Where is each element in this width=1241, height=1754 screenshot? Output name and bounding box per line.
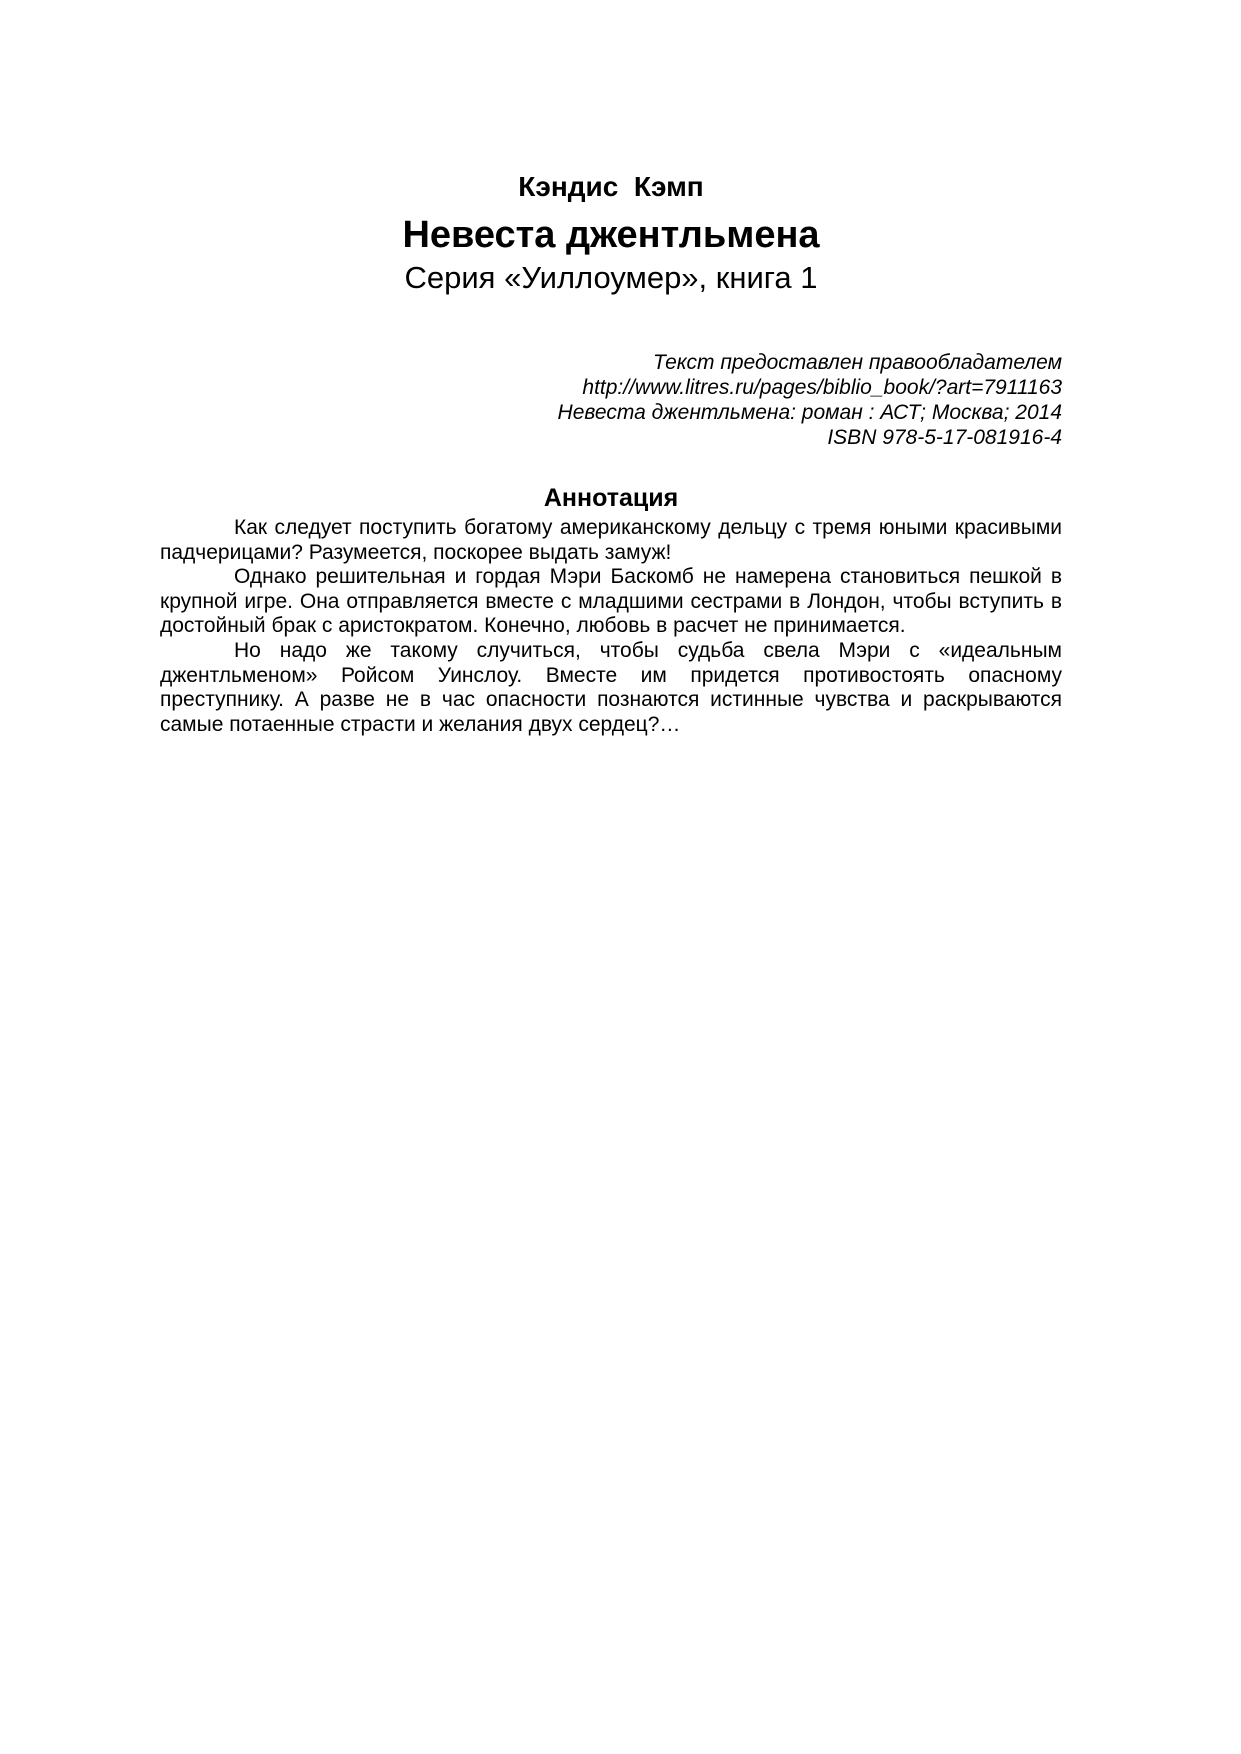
credit-isbn-line: ISBN 978-5-17-081916-4 [827,426,1062,449]
annotation-paragraph: Как следует поступить богатому американскому дельцу с тремя юными красивыми падчерицами? Разумеется, поскорее выдать замуж! [160,516,1062,564]
credit-url-line: http://www.litres.ru/pages/biblio_book/?art=7911163 [582,376,1062,399]
annotation-paragraph: Но надо же такому случиться, чтобы судьба свела Мэри с «идеальным джентльменом» Ройсом Уинслоу. Вместе им придется противостоять опасному преступнику. А разве не в час опасности познаются истинные чувства и раскрываются самые потаенные страсти и желания двух сердец?… [160,638,1062,736]
annotation-heading: Аннотация [543,484,679,512]
book-author: Кэндис Кэмп [518,171,704,202]
book-series: Серия «Уиллоумер», книга 1 [404,260,818,295]
text-column [160,0,1062,737]
book-title: Невеста джентльмена [402,214,820,256]
credit-provider-line: Текст предоставлен правообладателем [653,351,1062,374]
credits-block [160,350,1062,450]
title-block [160,170,1062,298]
credit-publisher-line: Невеста джентльмена: роман : АСТ; Москва; 2014 [557,401,1062,424]
annotation-paragraph: Однако решительная и гордая Мэри Баскомб не намерена становиться пешкой в крупной игре. Она отправляется вместе с младшими сестрами в Лондон, чтобы вступить в достойный брак с аристократом. Конечно, любовь в расчет не принимается. [160,565,1062,638]
annotation-body [160,516,1062,737]
